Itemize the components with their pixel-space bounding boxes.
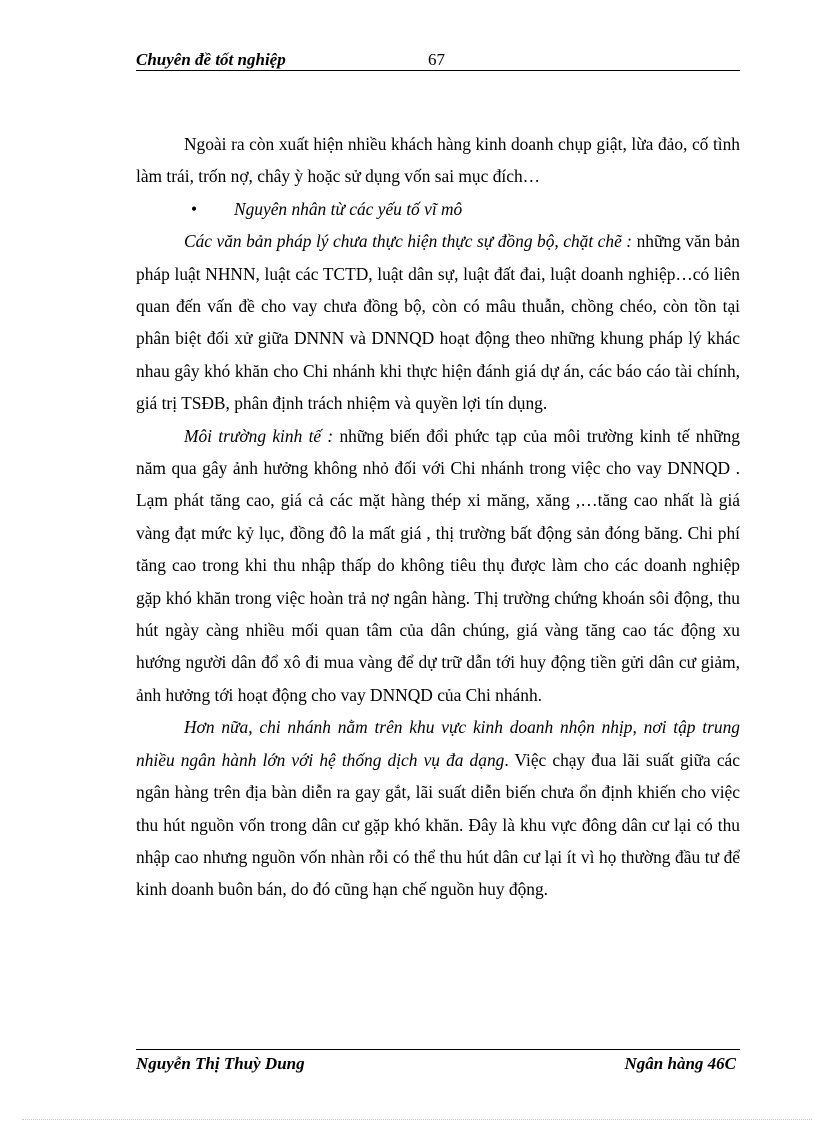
bullet-icon: • — [191, 198, 198, 219]
page-number: 67 — [428, 50, 445, 69]
paragraph-1: Ngoài ra còn xuất hiện nhiều khách hàng kinh doanh chụp giật, lừa đảo, cố tình làm trái, trốn nợ, chây ỳ hoặc sử dụng vốn sai mục đích… — [136, 134, 740, 187]
bullet-item — [136, 193, 740, 225]
paragraph-4 — [136, 711, 740, 905]
document-body — [136, 128, 740, 906]
paragraph-2 — [136, 225, 740, 419]
paragraph-2-lead: Các văn bản pháp lý chưa thực hiện thực sự đồng bộ, chặt chẽ : — [184, 231, 633, 252]
paragraph-3-lead: Môi trường kinh tế : — [184, 425, 334, 446]
paragraph-2-body: những văn bản pháp luật NHNN, luật các TCTD, luật dân sự, luật đất đai, luật doanh nghiệp…có liên quan đến vấn đề cho vay chưa đồng bộ, còn có mâu thuẫn, chồng chéo, còn tồn tại phân biệt đối xử giữa DNNN và DNNQD hoạt động theo những khung pháp lý khác nhau gây khó khăn cho Chi nhánh khi thực hiện đánh giá dự án, các báo cáo tài chính, giá trị TSĐB, phân định trách nhiệm và quyền lợi tín dụng. — [136, 231, 741, 414]
page-header — [136, 50, 740, 71]
footer-class: Ngân hàng 46C — [624, 1054, 736, 1073]
paragraph-3 — [136, 420, 740, 712]
footer-author: Nguyễn Thị Thuỳ Dung — [136, 1054, 305, 1073]
paragraph-4-lead: Hơn nữa, chi nhánh nằm trên khu vực kinh doanh nhộn nhịp, nơi tập trung nhiều ngân hành lớn với hệ thống dịch vụ đa dạng — [136, 717, 740, 770]
paragraph-3-body: những biến đổi phức tạp của môi trường kinh tế những năm qua gây ảnh hưởng không nhỏ đối với Chi nhánh trong việc cho vay DNNQD . Lạm phát tăng cao, giá cả các mặt hàng thép xi măng, xăng ,…tăng cao nhất là giá vàng đạt mức kỷ lục, đồng đô la mất giá , thị trường bất động sản đóng băng. Chi phí tăng cao trong khi thu nhập thấp do không tiêu thụ được làm cho các doanh nghiệp gặp khó khăn trong việc hoàn trả nợ ngân hàng. Thị trường chứng khoán sôi động, thu hút ngày càng nhiều mối quan tâm của dân chúng, giá vàng tăng cao tác động xu hướng người dân đổ xô đi mua vàng để dự trữ dẫn tới huy động tiền gửi dân cư giảm, ảnh hưởng tới hoạt động cho vay DNNQD của Chi nhánh. — [136, 425, 740, 705]
page-footer — [136, 1049, 740, 1076]
paragraph-4-body: . Việc chạy đua lãi suất giữa các ngân hàng trên địa bàn diễn ra gay gắt, lãi suất diễn biến chưa ổn định khiến cho việc thu hút nguồn vốn trong dân cư gặp khó khăn. Đây là khu vực đông dân cư lại có thu nhập cao nhưng nguồn vốn nhàn rỗi có thể thu hút dân cư lại ít vì họ thường đầu tư để kinh doanh buôn bán, do đó cũng hạn chế nguồn huy động. — [136, 749, 740, 900]
page-edge-divider — [22, 1119, 812, 1120]
bullet-heading: Nguyên nhân từ các yếu tố vĩ mô — [234, 198, 463, 219]
header-title: Chuyên đề tốt nghiệp — [136, 50, 286, 69]
